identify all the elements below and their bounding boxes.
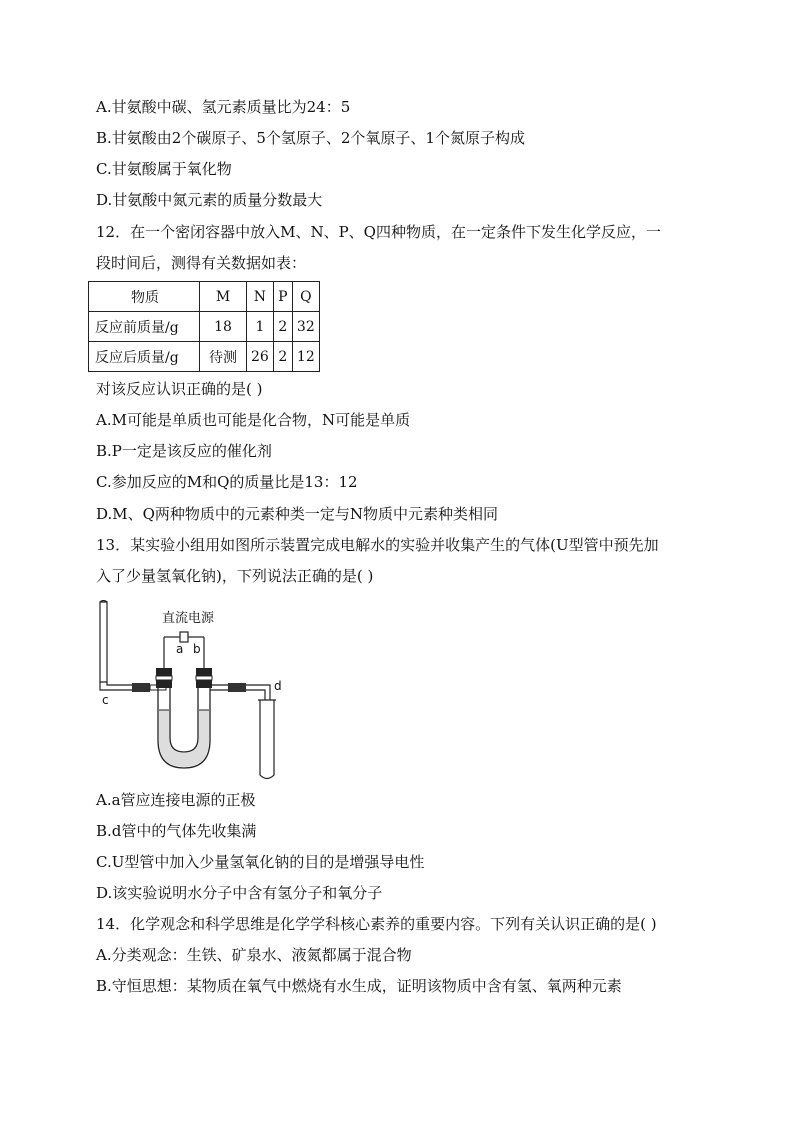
q13-option-a: A.a管应连接电源的正极 <box>96 791 256 809</box>
q12-stem-line1: 12．在一个密闭容器中放入M、N、P、Q四种物质，在一定条件下发生化学反应，一 <box>96 223 661 241</box>
label-d: d <box>274 679 282 693</box>
table-cell: 32 <box>292 312 319 342</box>
table-header-cell: 物质 <box>89 282 200 312</box>
q13-stem-line2: 入了少量氢氧化钠)，下列说法正确的是( ) <box>96 567 374 585</box>
label-a: a <box>176 642 184 656</box>
table-cell: 2 <box>273 342 292 372</box>
table-cell: 反应后质量/g <box>89 342 200 372</box>
electrolysis-apparatus-figure <box>92 600 292 785</box>
q13-option-d: D.该实验说明水分子中含有氢分子和氧分子 <box>96 884 383 902</box>
table-header-cell: Q <box>292 282 319 312</box>
q12-option-b: B.P一定是该反应的催化剂 <box>96 442 272 460</box>
q11-option-d: D.甘氨酸中氮元素的质量分数最大 <box>96 191 323 209</box>
table-header-cell: M <box>200 282 247 312</box>
q13-option-c: C.U型管中加入少量氢氧化钠的目的是增强导电性 <box>96 853 425 871</box>
table-cell: 待测 <box>200 342 247 372</box>
table-cell: 26 <box>247 342 274 372</box>
q14-option-a: A.分类观念：生铁、矿泉水、液氮都属于混合物 <box>96 946 412 964</box>
q12-option-d: D.M、Q两种物质中的元素种类一定与N物质中元素种类相同 <box>96 505 499 523</box>
table-cell: 12 <box>292 342 319 372</box>
label-b: b <box>193 642 201 656</box>
label-c: c <box>102 693 109 707</box>
table-cell: 2 <box>273 312 292 342</box>
q11-option-a: A.甘氨酸中碳、氢元素质量比为24：5 <box>96 98 351 116</box>
q12-question: 对该反应认识正确的是( ) <box>96 380 263 398</box>
table-header-cell: N <box>247 282 274 312</box>
table-row <box>89 312 320 342</box>
q12-option-a: A.M可能是单质也可能是化合物，N可能是单质 <box>96 411 411 429</box>
q14-stem: 14．化学观念和科学思维是化学学科核心素养的重要内容。下列有关认识正确的是( ) <box>96 915 657 933</box>
table-cell: 18 <box>200 312 247 342</box>
q12-data-table <box>88 281 320 372</box>
table-cell: 反应前质量/g <box>89 312 200 342</box>
q11-option-c: C.甘氨酸属于氧化物 <box>96 160 232 178</box>
table-header-row <box>89 282 320 312</box>
power-supply-label: 直流电源 <box>162 611 215 626</box>
table-header-cell: P <box>273 282 292 312</box>
q12-option-c: C.参加反应的M和Q的质量比是13：12 <box>96 473 358 491</box>
table-cell: 1 <box>247 312 274 342</box>
q14-option-b: B.守恒思想：某物质在氧气中燃烧有水生成，证明该物质中含有氢、氧两种元素 <box>96 977 622 995</box>
q12-stem-line2: 段时间后，测得有关数据如表： <box>96 254 307 272</box>
q11-option-b: B.甘氨酸由2个碳原子、5个氢原子、2个氧原子、1个氮原子构成 <box>96 129 525 147</box>
q13-option-b: B.d管中的气体先收集满 <box>96 822 257 840</box>
q13-stem-line1: 13．某实验小组用如图所示装置完成电解水的实验并收集产生的气体(U型管中预先加 <box>96 536 659 554</box>
table-row <box>89 342 320 372</box>
